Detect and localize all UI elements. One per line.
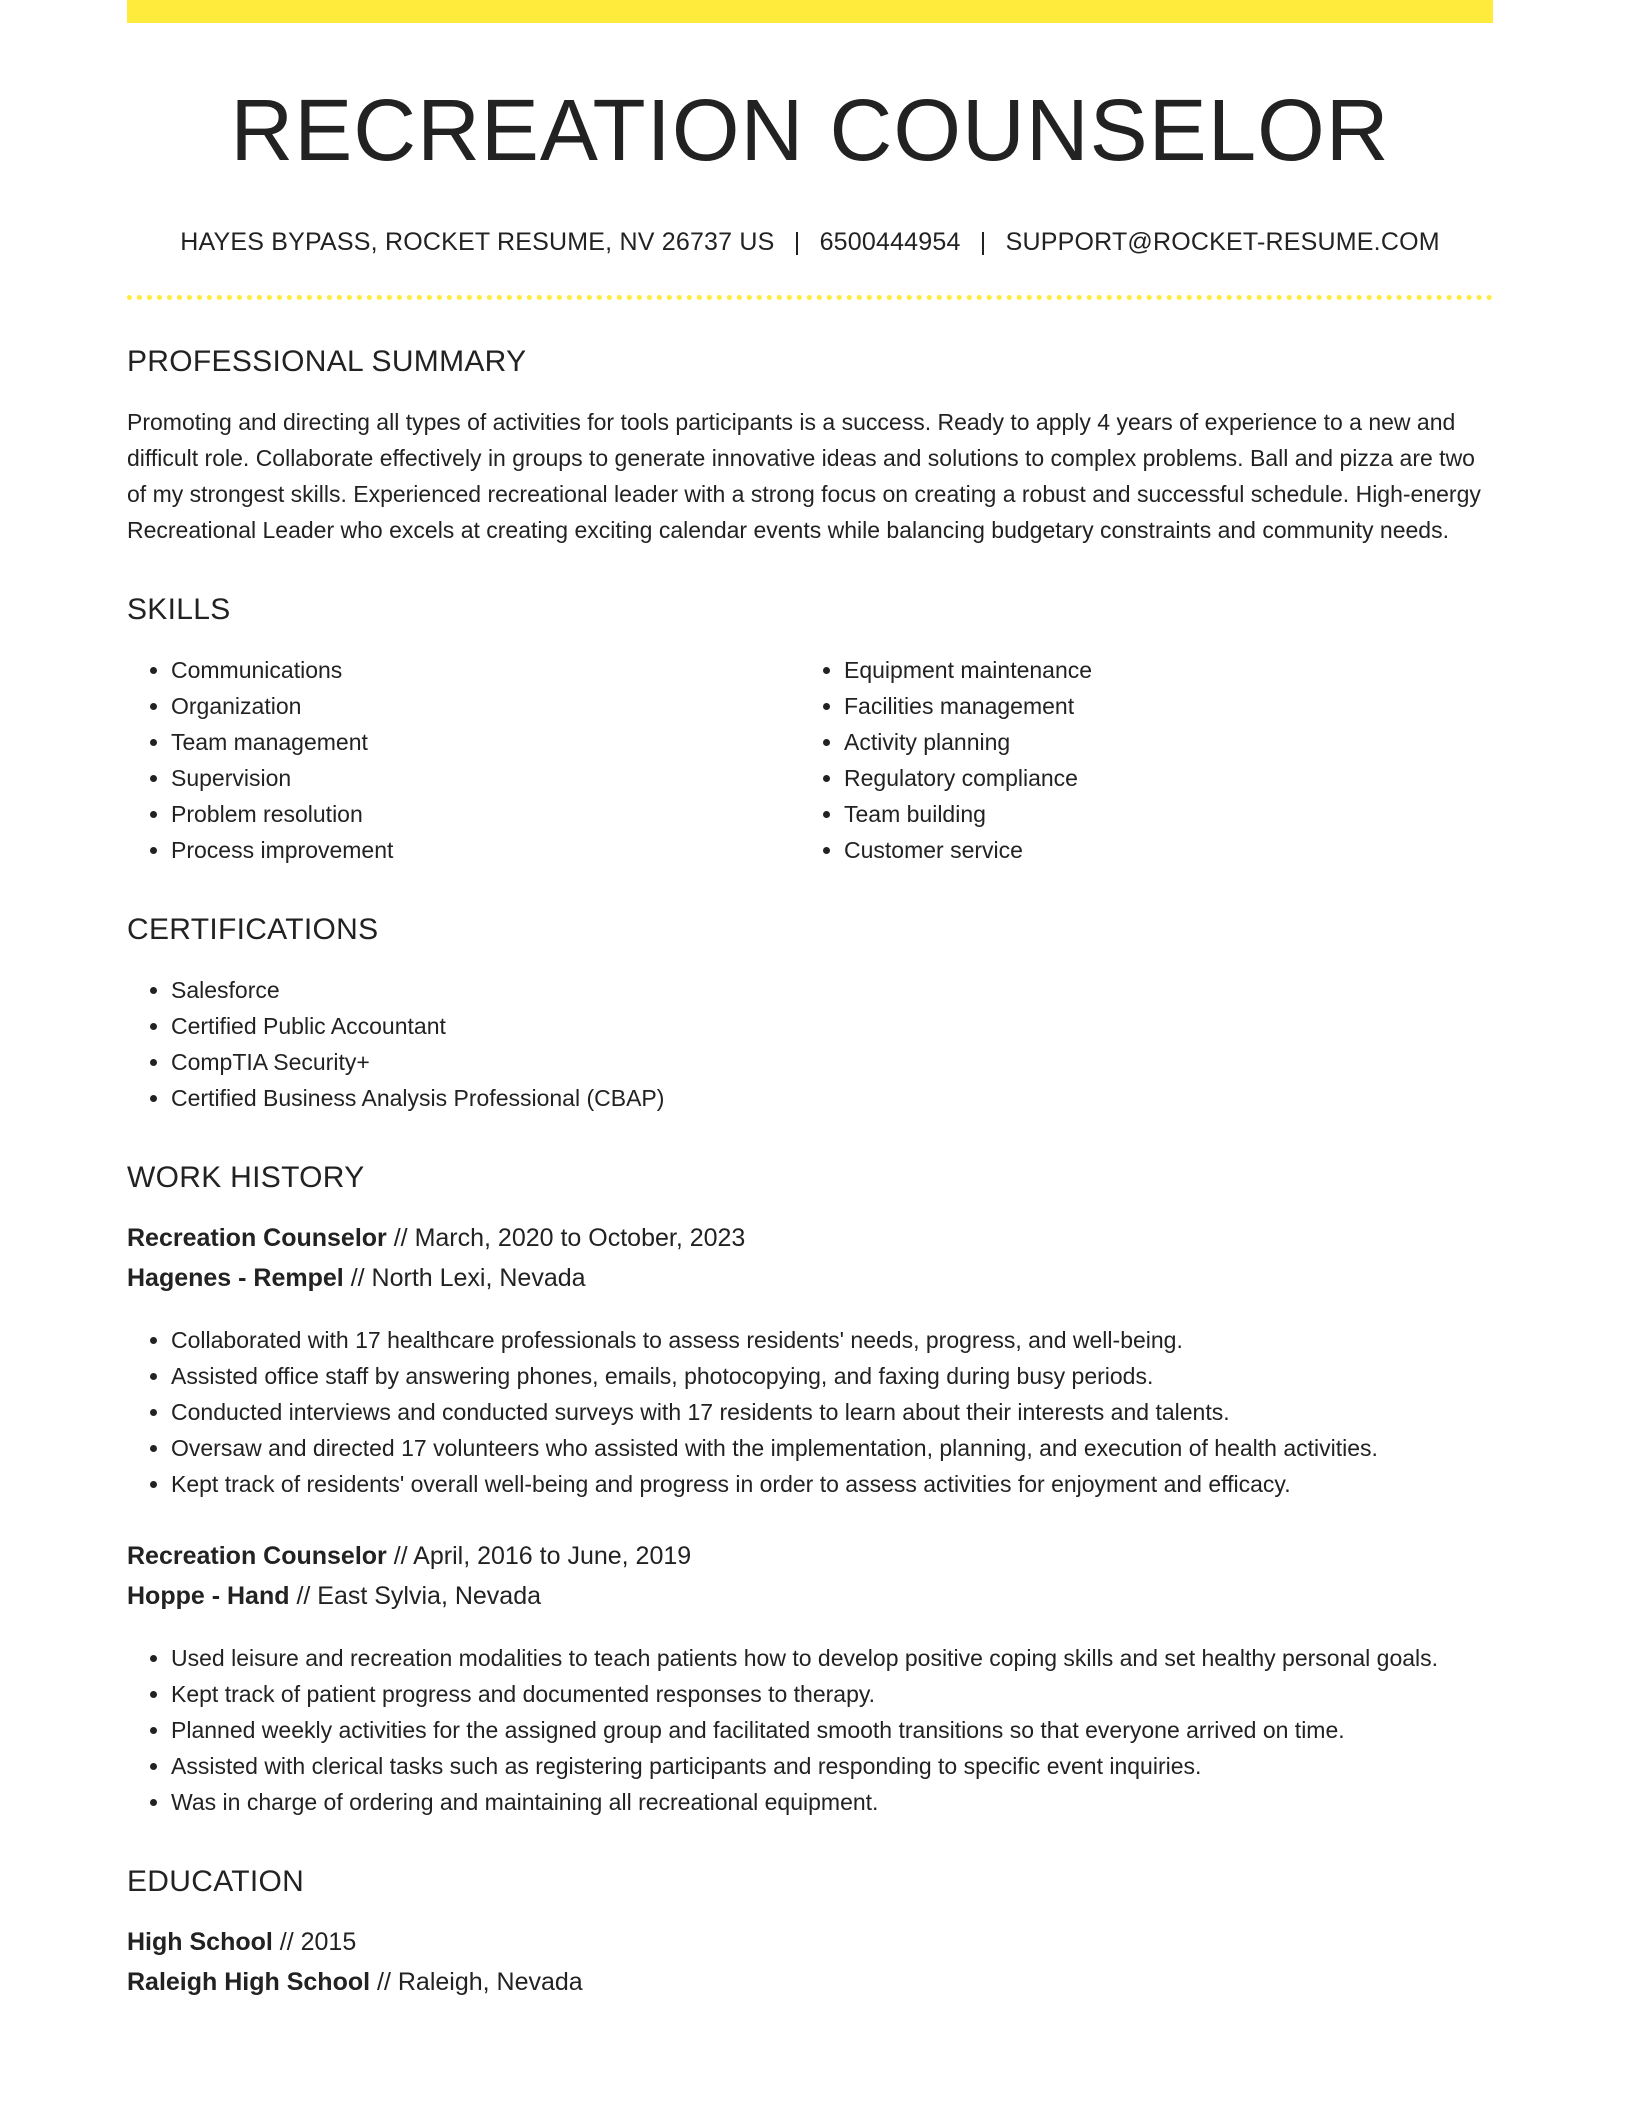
- education-school: Raleigh High School: [127, 1967, 371, 1996]
- education-year: // 2015: [272, 1927, 357, 1956]
- job-position: Recreation Counselor: [127, 1223, 387, 1252]
- job-company-line: [127, 1258, 1493, 1298]
- skill-item: • Equipment maintenance: [844, 652, 1473, 688]
- skill-item: • Customer service: [844, 832, 1473, 868]
- skill-item: • Team building: [844, 796, 1473, 832]
- certification-item: • Salesforce: [171, 972, 1493, 1008]
- job-bullet: • Assisted office staff by answering phones, emails, photocopying, and faxing during busy periods.: [171, 1358, 1493, 1394]
- skill-item: • Activity planning: [844, 724, 1473, 760]
- job-title-line: [127, 1218, 1493, 1258]
- job-dates: // March, 2020 to October, 2023: [386, 1223, 746, 1252]
- certifications-list: [127, 972, 1493, 1116]
- certification-item: • Certified Business Analysis Professional (CBAP): [171, 1080, 1493, 1116]
- skills-list-right: [800, 652, 1473, 868]
- job-bullet: • Kept track of residents' overall well-being and progress in order to assess activities for enjoyment and efficacy.: [171, 1466, 1493, 1502]
- education-location: // Raleigh, Nevada: [370, 1967, 583, 1996]
- job-bullet: • Kept track of patient progress and documented responses to therapy.: [171, 1676, 1493, 1712]
- job-dates: // April, 2016 to June, 2019: [386, 1541, 692, 1570]
- job-company: Hoppe - Hand: [127, 1581, 290, 1610]
- job-location: // North Lexi, Nevada: [343, 1263, 586, 1292]
- job-bullet: • Planned weekly activities for the assigned group and facilitated smooth transitions so that everyone arrived on time.: [171, 1712, 1493, 1748]
- contact-separator: |: [793, 227, 801, 256]
- skill-item: • Process improvement: [171, 832, 800, 868]
- job-bullet: • Used leisure and recreation modalities to teach patients how to develop positive coping skills and set healthy personal goals.: [171, 1640, 1493, 1676]
- job-company-line: [127, 1576, 1493, 1616]
- contact-separator: |: [979, 227, 987, 256]
- education-heading: EDUCATION: [127, 1864, 305, 1898]
- job-bullet: • Conducted interviews and conducted surveys with 17 residents to learn about their interests and talents.: [171, 1394, 1493, 1430]
- email: SUPPORT@ROCKET-RESUME.COM: [1005, 227, 1440, 256]
- job-location: // East Sylvia, Nevada: [289, 1581, 542, 1610]
- certification-item: • CompTIA Security+: [171, 1044, 1493, 1080]
- job-bullet: • Collaborated with 17 healthcare professionals to assess residents' needs, progress, and well-being.: [171, 1322, 1493, 1358]
- skill-item: • Communications: [171, 652, 800, 688]
- job-bullet: • Assisted with clerical tasks such as registering participants and responding to specific event inquiries.: [171, 1748, 1493, 1784]
- skill-item: • Regulatory compliance: [844, 760, 1473, 796]
- summary-heading: PROFESSIONAL SUMMARY: [127, 344, 527, 378]
- education-degree-line: [127, 1922, 1493, 1962]
- skills-heading: SKILLS: [127, 592, 231, 626]
- job-title-line: [127, 1536, 1493, 1576]
- phone: 6500444954: [819, 227, 961, 256]
- accent-top-bar: [127, 0, 1493, 23]
- dotted-divider: [127, 295, 1493, 300]
- certification-item: • Certified Public Accountant: [171, 1008, 1493, 1044]
- job-bullets: [127, 1640, 1493, 1820]
- address: HAYES BYPASS, ROCKET RESUME, NV 26737 US: [180, 227, 775, 256]
- resume-name: RECREATION COUNSELOR: [230, 82, 1390, 179]
- skills-columns: [127, 652, 1493, 868]
- work-history-heading: WORK HISTORY: [127, 1160, 365, 1194]
- job-bullet: • Was in charge of ordering and maintaining all recreational equipment.: [171, 1784, 1493, 1820]
- job-company: Hagenes - Rempel: [127, 1263, 344, 1292]
- contact-line: [127, 227, 1493, 257]
- skill-item: • Facilities management: [844, 688, 1473, 724]
- skill-item: • Problem resolution: [171, 796, 800, 832]
- skills-list-left: [127, 652, 800, 868]
- resume-page: [127, 0, 1493, 2002]
- job-bullets: [127, 1322, 1493, 1502]
- job-bullet: • Oversaw and directed 17 volunteers who assisted with the implementation, planning, and execution of health activities.: [171, 1430, 1493, 1466]
- skill-item: • Organization: [171, 688, 800, 724]
- skill-item: • Supervision: [171, 760, 800, 796]
- education-degree: High School: [127, 1927, 273, 1956]
- skill-item: • Team management: [171, 724, 800, 760]
- summary-text: Promoting and directing all types of activities for tools participants is a success. Ready to apply 4 years of experience to a new and difficult role. Collaborate effectively in groups to generate innovative ideas and solutions to complex problems. Ball and pizza are two of my strongest skills. Experienced recreational leader with a strong focus on creating a robust and successful schedule. High-energy Recreational Leader who excels at creating exciting calendar events while balancing budgetary constraints and community needs.: [127, 408, 1481, 543]
- job-position: Recreation Counselor: [127, 1541, 387, 1570]
- certifications-heading: CERTIFICATIONS: [127, 912, 379, 946]
- education-school-line: [127, 1962, 1493, 2002]
